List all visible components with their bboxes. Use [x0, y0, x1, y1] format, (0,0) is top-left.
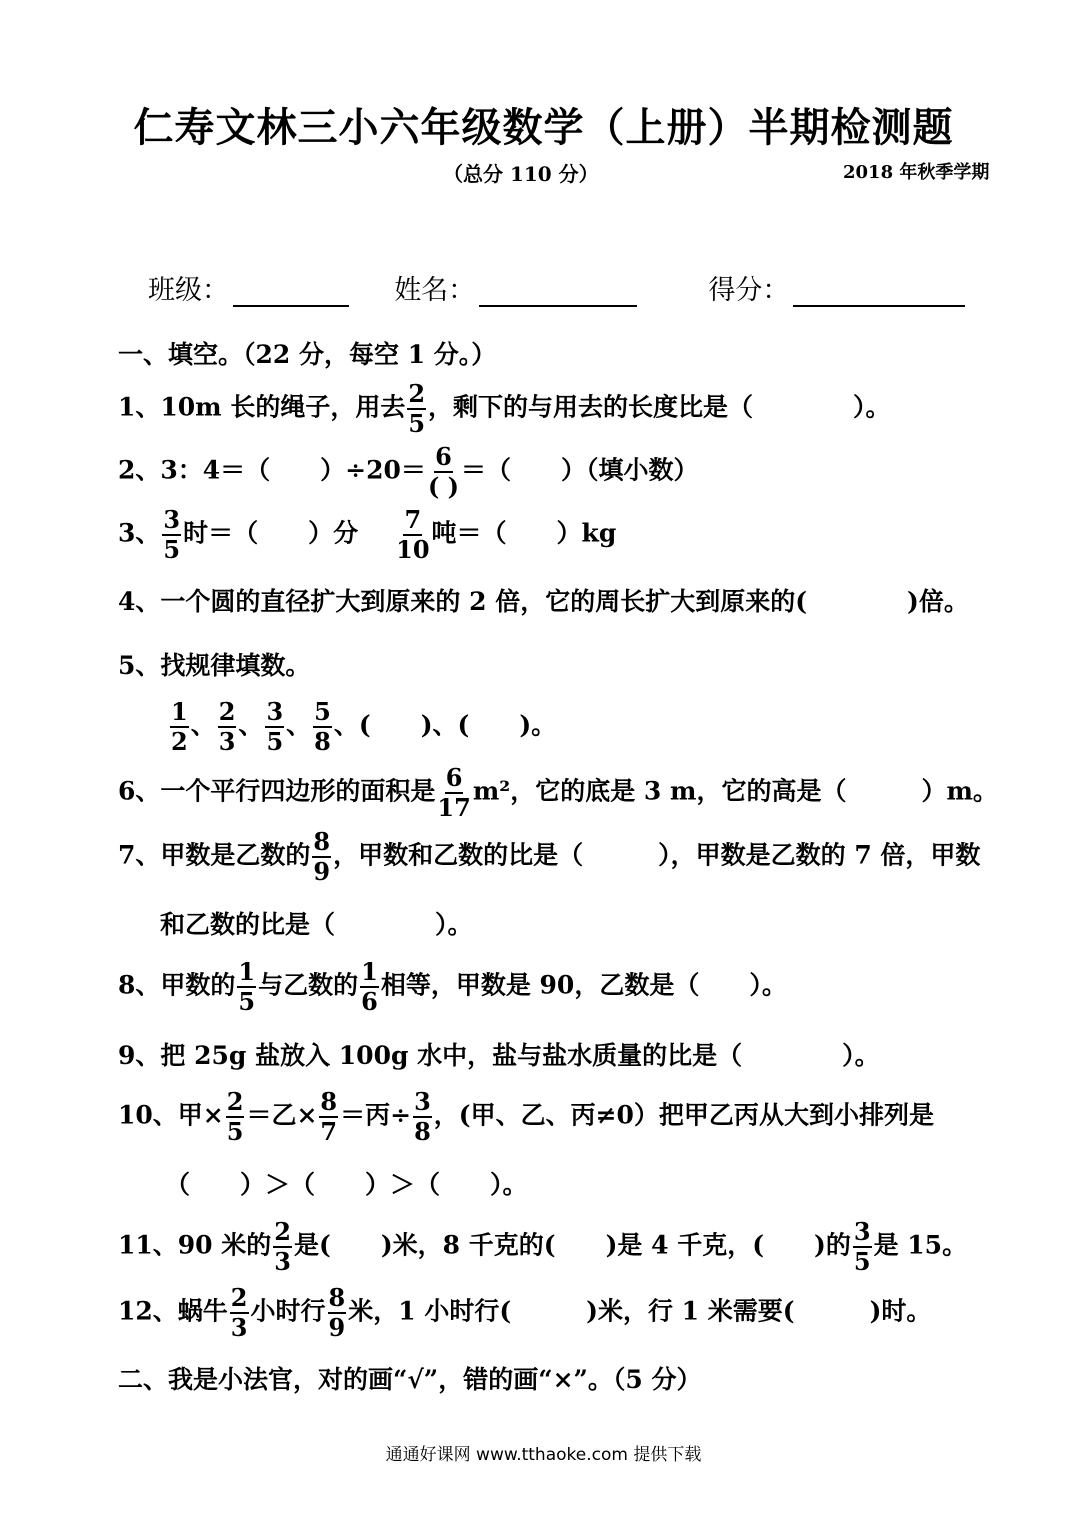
question-10: 10、甲× $\frac{2}{5}$ ＝乙× $\frac{8}{7}$ ＝丙÷ $\frac{3}{8}$ ，(甲、乙、丙≠0）把甲乙丙从大到小排列是: [118, 1087, 934, 1146]
question-7: 7、甲数是乙数的 $\frac{8}{9}$ ，甲数和乙数的比是（ ），甲数是乙数的 7 倍，甲数: [118, 827, 981, 886]
fraction: $\frac{8}{9}$: [313, 827, 331, 886]
question-10-continued: （ ）＞（ ）＞（ ）。: [165, 1170, 528, 1199]
fraction: $\frac{2}{3}$: [230, 1283, 248, 1342]
name-label: 姓名：: [394, 275, 476, 306]
section1-heading: 一、填空。（22 分，每空 1 分。）: [118, 340, 497, 369]
question-12: 12、蜗牛 $\frac{2}{3}$ 小时行 $\frac{8}{9}$ 米，1 小时行( )米，行 1 米需要( )时。: [118, 1283, 932, 1342]
fraction: $\frac{6}{( )}$: [427, 442, 460, 501]
fraction: $\frac{2}{5}$: [226, 1087, 244, 1146]
page-title: 仁寿文林三小六年级数学（上册）半期检测题: [133, 104, 954, 151]
fraction: $\frac{7}{10}$: [396, 505, 430, 564]
question-5-sequence: $\frac{1}{2}$ 、 $\frac{2}{3}$ 、 $\frac{3}{5}$ 、 $\frac{5}{8}$ 、( )、( )。: [171, 697, 557, 756]
class-label: 班级：: [148, 275, 229, 306]
score-blank[interactable]: [793, 279, 965, 307]
fraction: $\frac{3}{5}$: [163, 505, 181, 564]
class-blank[interactable]: [233, 279, 349, 307]
fraction: $\frac{2}{3}$: [218, 697, 236, 756]
footer-credit: 通通好课网 www.tthaoke.com 提供下载: [385, 1445, 702, 1465]
question-1: 1、10m 长的绳子，用去 $\frac{2}{5}$ ，剩下的与用去的长度比是（ ）。: [118, 379, 891, 438]
question-2: 2、3：4＝（ ）÷20＝ $\frac{6}{( )}$ ＝（ ）（填小数）: [118, 442, 699, 501]
question-5: 5、找规律填数。: [118, 651, 311, 680]
fraction: $\frac{1}{6}$: [361, 957, 378, 1016]
total-score-note: （总分 110 分）: [443, 162, 599, 186]
semester-note: 2018 年秋季学期: [843, 162, 990, 183]
question-11: 11、90 米的 $\frac{2}{3}$ 是( )米，8 千克的( )是 4 千克，( )的 $\frac{3}{5}$ 是 15。: [118, 1217, 968, 1276]
fraction: $\frac{8}{7}$: [320, 1087, 338, 1146]
question-4: 4、一个圆的直径扩大到原来的 2 倍，它的周长扩大到原来的( )倍。: [118, 587, 969, 616]
question-8: 8、甲数的 $\frac{1}{5}$ 与乙数的 $\frac{1}{6}$ 相等，甲数是 90，乙数是（ ）。: [118, 957, 787, 1016]
question-6: 6、一个平行四边形的面积是 $\frac{6}{17}$ m²，它的底是 3 m，它的高是（ ）m。: [118, 763, 998, 822]
student-info-row: [148, 268, 965, 307]
name-blank[interactable]: [479, 279, 637, 307]
fraction: $\frac{2}{3}$: [274, 1217, 291, 1276]
fraction: $\frac{6}{17}$: [437, 763, 471, 822]
fraction: $\frac{5}{8}$: [314, 697, 331, 756]
question-7-continued: 和乙数的比是（ ）。: [160, 910, 473, 939]
section2-heading: 二、我是小法官，对的画“√”，错的画“×”。（5 分）: [118, 1365, 702, 1394]
fraction: $\frac{8}{9}$: [328, 1283, 346, 1342]
fraction: $\frac{3}{5}$: [266, 697, 284, 756]
question-3: 3、 $\frac{3}{5}$ 时＝（ ）分 $\frac{7}{10}$ 吨＝（ ）kg: [118, 505, 617, 564]
fraction: $\frac{2}{5}$: [408, 379, 426, 438]
question-9: 9、把 25g 盐放入 100g 水中，盐与盐水质量的比是（ ）。: [118, 1041, 880, 1070]
fraction: $\frac{1}{2}$: [171, 697, 188, 756]
fraction: $\frac{1}{5}$: [238, 957, 256, 1016]
fraction: $\frac{3}{5}$: [853, 1217, 871, 1276]
score-label: 得分：: [708, 275, 790, 306]
fraction: $\frac{3}{8}$: [414, 1087, 431, 1146]
